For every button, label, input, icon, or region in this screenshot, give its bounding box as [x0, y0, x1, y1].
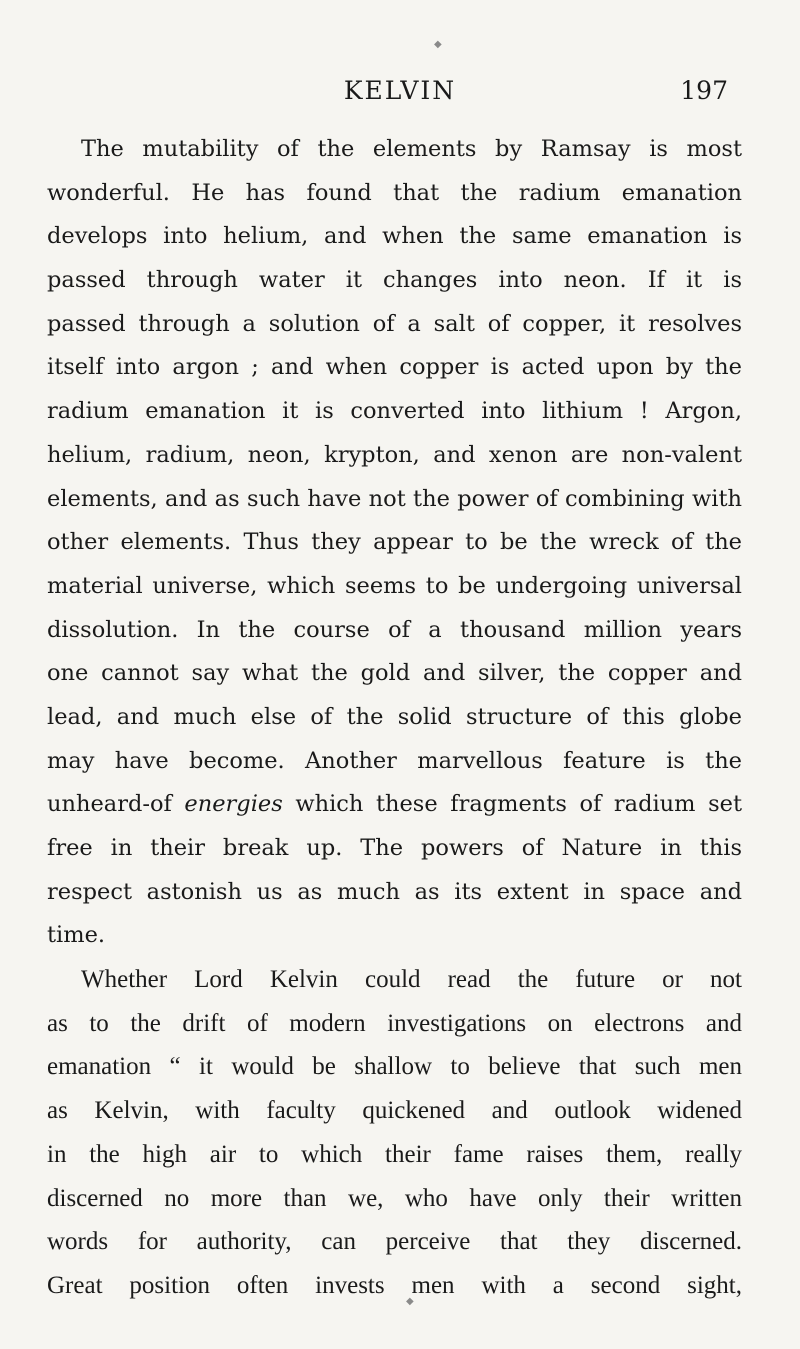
emphasized-word: energies [184, 791, 283, 818]
text-line: passed through a solution of a salt of copper, it resolves [47, 310, 742, 337]
page-number: 197 [680, 76, 728, 105]
paragraph-1 [47, 128, 742, 958]
text-line: as Kelvin, with faculty quickened and outlook widened [47, 1097, 742, 1125]
text-line: itself into argon ; and when copper is acted upon by the [47, 354, 742, 381]
text-fragment: which these fragments of radium set [282, 791, 742, 818]
text-line: emanation “ it would be shallow to believe that such men [47, 1053, 742, 1081]
text-line: helium, radium, neon, krypton, and xenon are non-valent [47, 441, 742, 468]
text-line: passed through water it changes into neon. If it is [47, 267, 742, 294]
body-text [47, 128, 742, 1308]
text-line: one cannot say what the gold and silver, the copper and [47, 660, 742, 687]
text-line: The mutability of the elements by Ramsay is most [81, 136, 742, 162]
text-line: words for authority, can perceive that they discerned. [47, 1228, 742, 1256]
text-line: Great position often invests men with a second sight, [47, 1271, 742, 1299]
text-line: as to the drift of modern investigations on electrons and [47, 1009, 742, 1037]
text-line: wonderful. He has found that the radium emanation [47, 179, 742, 206]
text-line: material universe, which seems to be undergoing universal [47, 572, 742, 599]
running-title: KELVIN [343, 76, 457, 105]
text-line: develops into helium, and when the same emanation is [47, 223, 742, 250]
text-fragment: unheard-of [47, 791, 185, 818]
text-line: lead, and much else of the solid structure of this globe [47, 703, 742, 730]
text-line: other elements. Thus they appear to be the wreck of the [47, 529, 742, 556]
text-line: elements, and as such have not the power of combining with [47, 485, 742, 512]
text-line: time. [47, 922, 106, 949]
text-line: in the high air to which their fame raises them, really [47, 1140, 742, 1168]
text-line: free in their break up. The powers of Nature in this [47, 835, 742, 861]
text-line: respect astonish us as much as its extent in space and [47, 878, 742, 905]
print-speck: ◆ [434, 39, 442, 50]
print-speck: ◆ [406, 1296, 414, 1307]
text-line: may have become. Another marvellous feature is the [47, 747, 742, 774]
text-line: discerned no more than we, who have only their written [47, 1184, 742, 1212]
paragraph-2 [47, 958, 742, 1308]
text-line: Whether Lord Kelvin could read the future or not [81, 966, 742, 994]
text-line [47, 783, 742, 827]
text-line: radium emanation it is converted into lithium ! Argon, [47, 398, 742, 425]
text-line: dissolution. In the course of a thousand million years [47, 616, 742, 643]
running-head [0, 74, 800, 108]
